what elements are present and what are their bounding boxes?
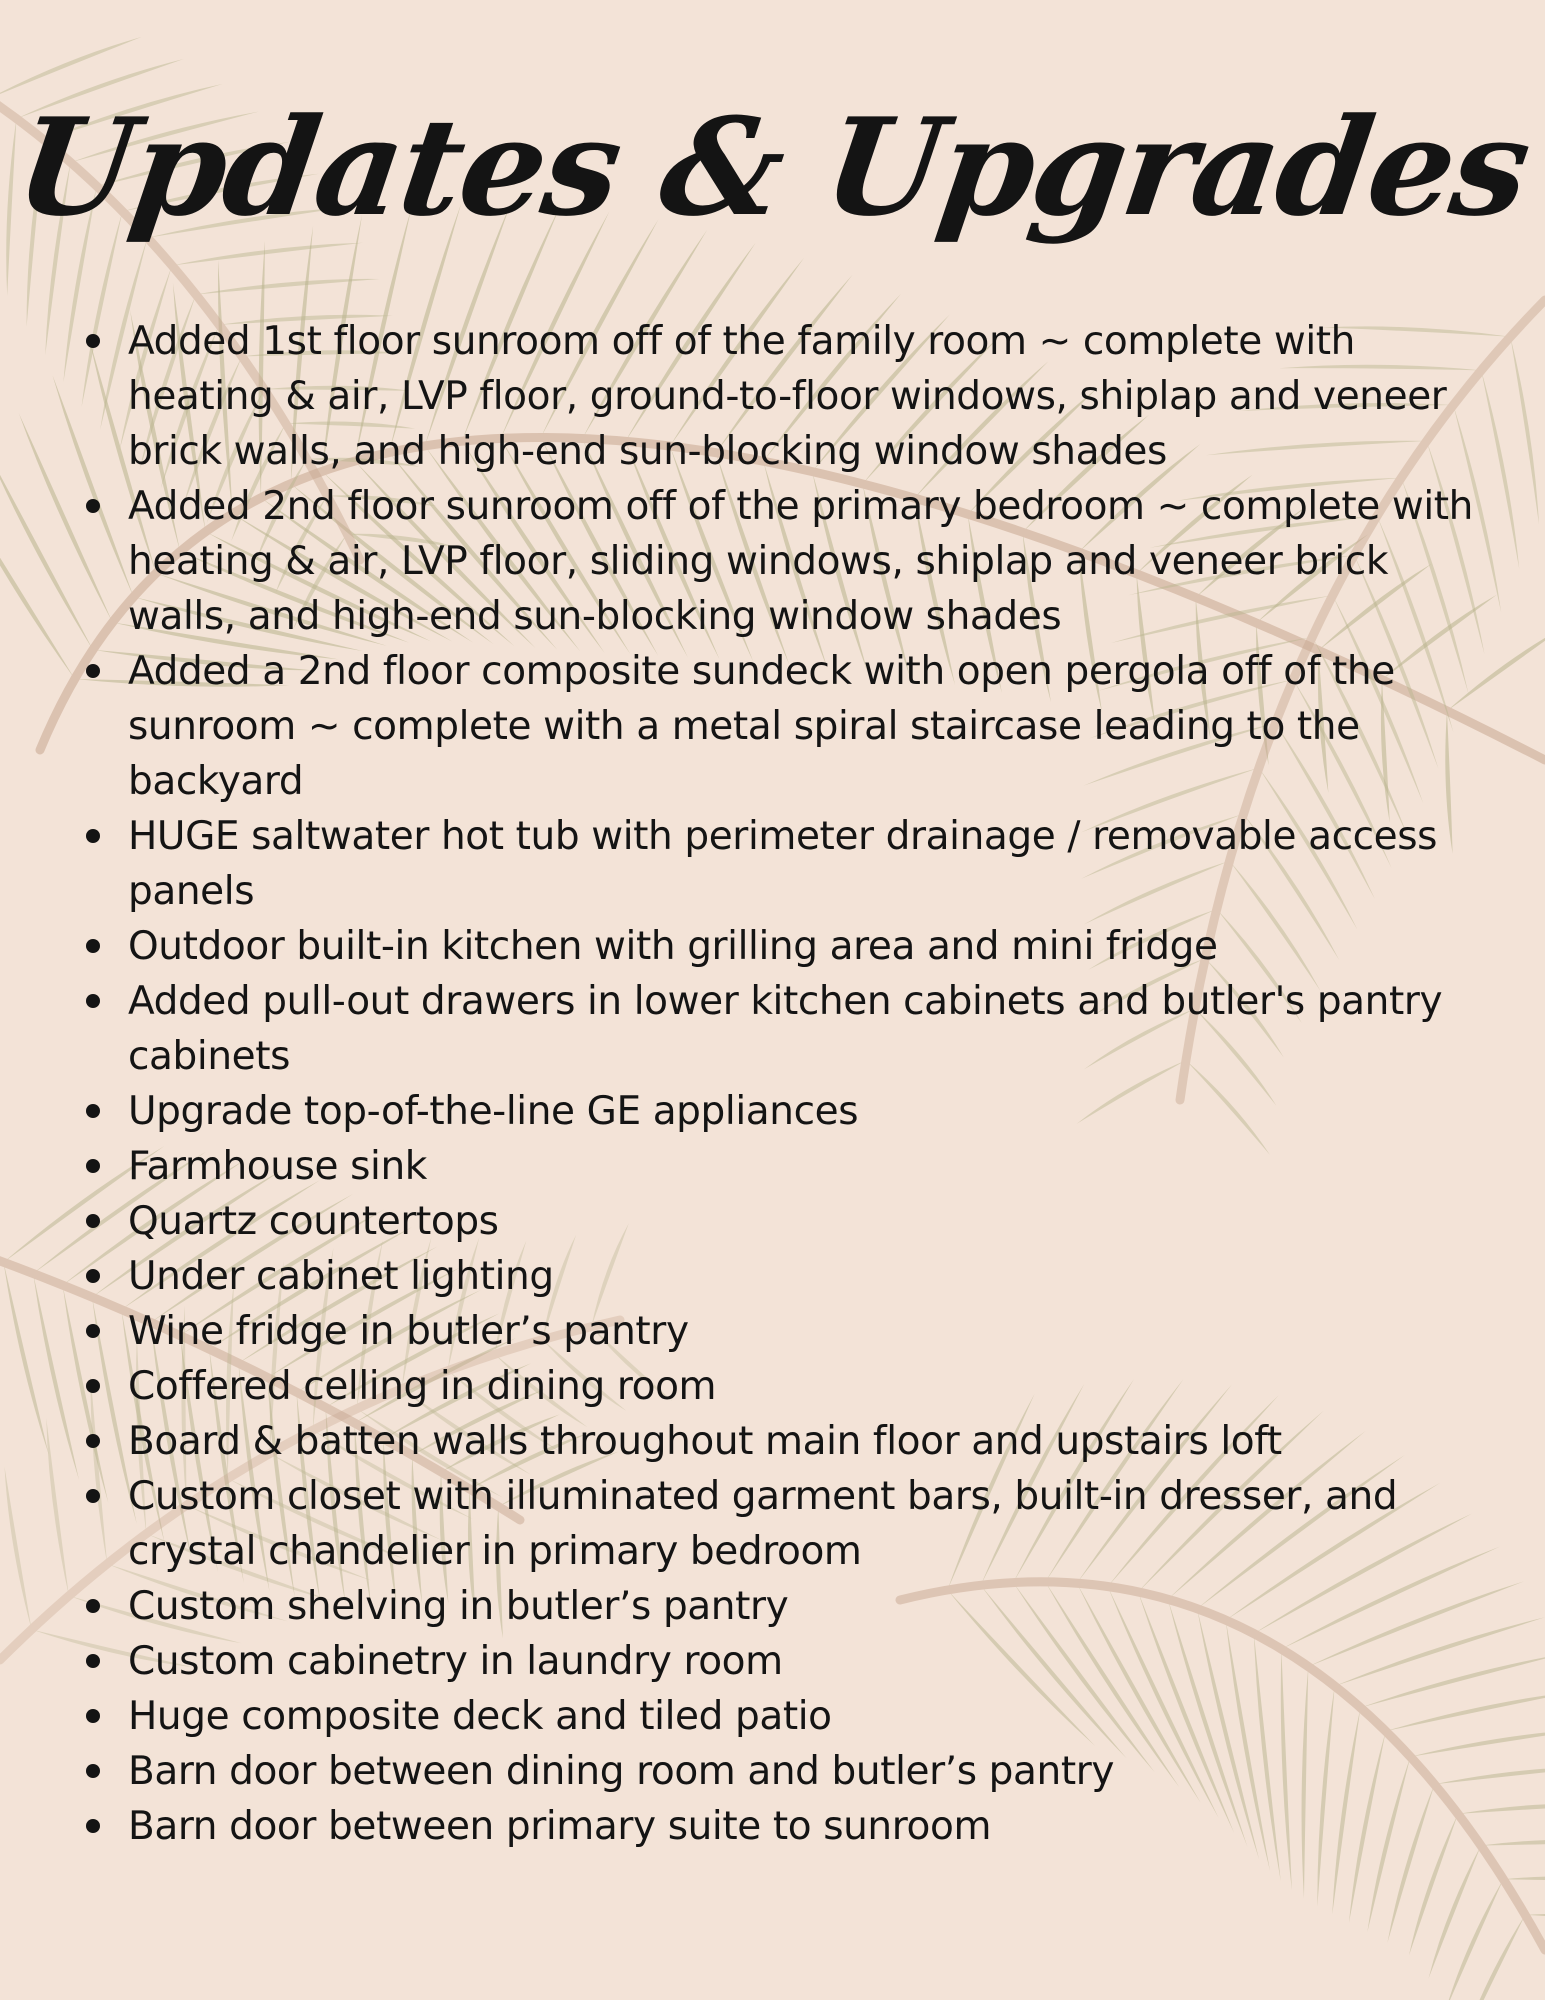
list-item-text: Farmhouse sink: [128, 1144, 427, 1189]
list-item-text: Custom cabinetry in laundry room: [128, 1639, 783, 1684]
list-item-text: Under cabinet lighting: [128, 1254, 554, 1299]
list-item: [0, 974, 1545, 1084]
list-item: [0, 809, 1545, 919]
bullet-icon: [86, 1599, 100, 1613]
bullet-icon: [86, 994, 100, 1008]
list-item-text: Barn door between dining room and butler’s pantry: [128, 1749, 1115, 1794]
list-item-text: Wine fridge in butler’s pantry: [128, 1309, 689, 1354]
bullet-icon: [86, 1434, 100, 1448]
list-item: [0, 1634, 1545, 1689]
list-item-text: Added pull-out drawers in lower kitchen cabinets and butler's pantry cabinets: [128, 979, 1443, 1079]
list-item: [0, 919, 1545, 974]
list-item-text: Added a 2nd floor composite sundeck with open pergola off of the sunroom ~ complete with a metal spiral staircase leading to the backyard: [128, 649, 1395, 804]
list-item: [0, 1194, 1545, 1249]
list-item-text: Added 1st floor sunroom off of the family room ~ complete with heating & air, LVP floor, ground-to-floor windows, shiplap and veneer brick walls, and high-end sun-blocking window shades: [128, 319, 1447, 474]
list-item: [0, 1084, 1545, 1139]
bullet-icon: [86, 1709, 100, 1723]
bullet-icon: [86, 664, 100, 678]
list-item-text: Board & batten walls throughout main floor and upstairs loft: [128, 1419, 1282, 1464]
list-item: [0, 1469, 1545, 1579]
list-item: [0, 644, 1545, 809]
list-item: [0, 1799, 1545, 1854]
bullet-icon: [86, 1214, 100, 1228]
list-item-text: HUGE saltwater hot tub with perimeter drainage / removable access panels: [128, 814, 1438, 914]
list-item: [0, 1579, 1545, 1634]
list-item: [0, 1359, 1545, 1414]
list-item: [0, 1304, 1545, 1359]
list-item: [0, 1139, 1545, 1194]
bullet-icon: [86, 1379, 100, 1393]
bullet-icon: [86, 1654, 100, 1668]
bullet-icon: [86, 499, 100, 513]
list-item: [0, 1414, 1545, 1469]
list-item-text: Quartz countertops: [128, 1199, 499, 1244]
bullet-icon: [86, 1819, 100, 1833]
list-item: [0, 479, 1545, 644]
bullet-icon: [86, 939, 100, 953]
list-item-text: Upgrade top-of-the-line GE appliances: [128, 1089, 859, 1134]
bullet-icon: [86, 334, 100, 348]
bullet-icon: [86, 1324, 100, 1338]
bullet-icon: [86, 1489, 100, 1503]
bullet-icon: [86, 1104, 100, 1118]
list-item-text: Custom closet with illuminated garment bars, built-in dresser, and crystal chandelier in primary bedroom: [128, 1474, 1398, 1574]
list-item-text: Huge composite deck and tiled patio: [128, 1694, 832, 1739]
upgrades-list: [0, 314, 1545, 1854]
list-item: [0, 1689, 1545, 1744]
list-item: [0, 1744, 1545, 1799]
bullet-icon: [86, 1764, 100, 1778]
list-item-text: Outdoor built-in kitchen with grilling area and mini fridge: [128, 924, 1218, 969]
bullet-icon: [86, 1269, 100, 1283]
list-item-text: Custom shelving in butler’s pantry: [128, 1584, 789, 1629]
bullet-icon: [86, 1159, 100, 1173]
bullet-icon: [86, 829, 100, 843]
list-item-text: Coffered celling in dining room: [128, 1364, 717, 1409]
list-item: [0, 314, 1545, 479]
list-item: [0, 1249, 1545, 1304]
list-item-text: Added 2nd floor sunroom off of the primary bedroom ~ complete with heating & air, LVP floor, sliding windows, shiplap and veneer brick walls, and high-end sun-blocking window shades: [128, 484, 1473, 639]
list-item-text: Barn door between primary suite to sunroom: [128, 1804, 992, 1849]
page-title: Updates & Upgrades: [7, 88, 1538, 246]
